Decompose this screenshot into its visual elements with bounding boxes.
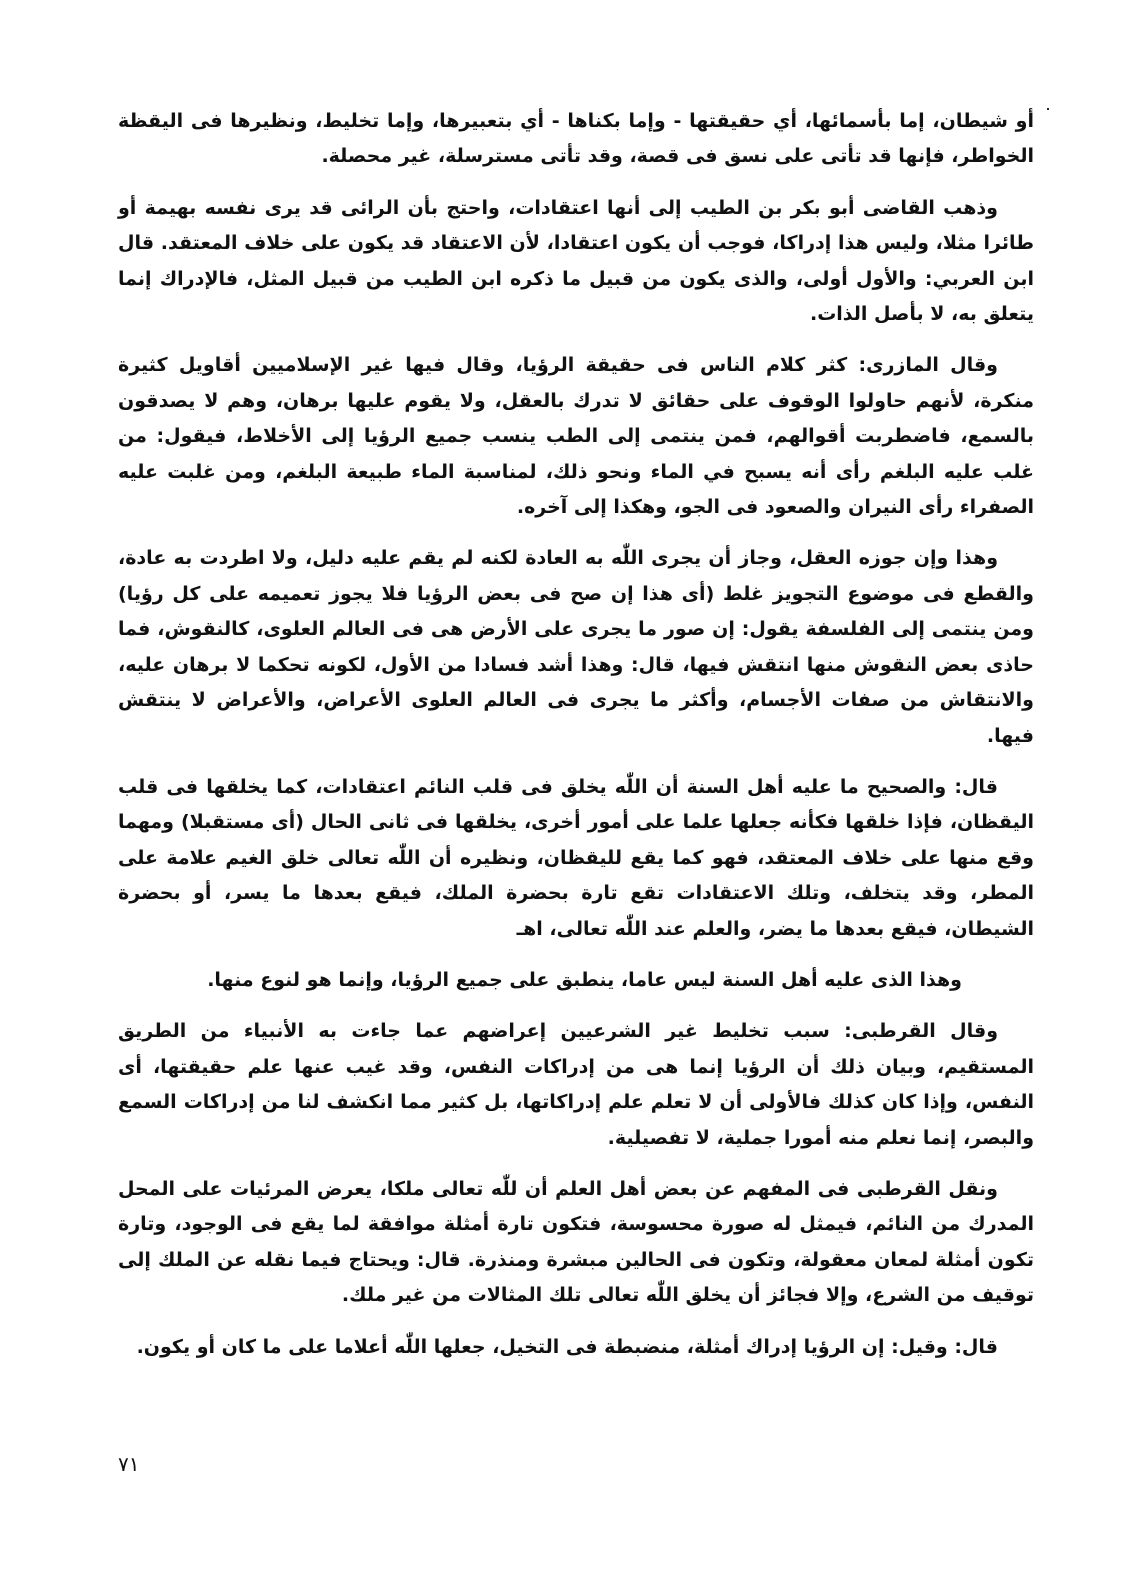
page-number: ٧١ (118, 1452, 140, 1476)
paragraph-reason: وهذا وإن جوزه العقل، وجاز أن يجرى اللّٰه به العادة لكنه لم يقم عليه دليل، ولا اطردت به عادة، والقطع فى موضوع التجويز غلط (أى هذا إن صح فى بعض الرؤيا فلا يجوز تعميمه على كل رؤيا) ومن ينتمى إلى الفلسفة يقول: إن صور ما يجرى على الأرض هى فى العالم العلوى، كالنقوش، فما حاذى بعض النقوش منها انتقش فيها، قال: وهذا أشد فسادا من الأول، لكونه تحكما لا برهان عليه، والانتقاش من صفات الأجسام، وأكثر ما يجرى فى العالم العلوى الأعراض، والأعراض لا ينتقش فيها. (118, 547, 1034, 747)
scan-artifact-dot (1047, 108, 1049, 110)
paragraph-not-general: وهذا الذى عليه أهل السنة ليس عاما، ينطبق على جميع الرؤيا، وإنما هو لنوع منها. (207, 968, 962, 991)
paragraph-al-qurtubi: وقال القرطبى: سبب تخليط غير الشرعيين إعراضهم عما جاءت به الأنبياء من الطريق المستقيم، وبيان ذلك أن الرؤيا إنما هى من إدراكات النفس، وقد غيب عنها علم حقيقتها، أى النفس، وإذا كان كذلك فالأولى أن لا تعلم علم إدراكاتها، بل كثير مما انكشف لنا من إدراكات السمع والبصر، إنما نعلم منه أمورا جملية، لا تفصيلية. (118, 1020, 1034, 1149)
document-page-body (118, 104, 1034, 1365)
paragraph-wa-qila: قال: وقيل: إن الرؤيا إدراك أمثلة، منضبطة فى التخيل، جعلها اللّٰه أعلاما على ما كان أو يكون. (136, 1335, 998, 1358)
paragraph-continuation: أو شيطان، إما بأسمائها، أي حقيقتها - وإما بكناها - أي بتعبيرها، وإما تخليط، ونظيرها فى اليقظة الخواطر، فإنها قد تأتى على نسق فى قصة، وقد تأتى مسترسلة، غير محصلة. (118, 110, 1034, 168)
paragraph-ahl-al-sunnah: قال: والصحيح ما عليه أهل السنة أن اللّٰه يخلق فى قلب النائم اعتقادات، كما يخلقها فى قلب اليقظان، فإذا خلقها فكأنه جعلها علما على أمور أخرى، يخلقها فى ثانى الحال (أى مستقبلا) ومهما وقع منها على خلاف المعتقد، فهو كما يقع لليقظان، ونظيره أن اللّٰه تعالى خلق الغيم علامة على المطر، وقد يتخلف، وتلك الاعتقادات تقع تارة بحضرة الملك، فيقع بعدها ما يسر، أو بحضرة الشيطان، فيقع بعدها ما يضر، والعلم عند اللّٰه تعالى، اهـ (118, 775, 1034, 940)
paragraph-al-mazari: وقال المازرى: كثر كلام الناس فى حقيقة الرؤيا، وقال فيها غير الإسلاميين أقاويل كثيرة منكرة، لأنهم حاولوا الوقوف على حقائق لا تدرك بالعقل، ولا يقوم عليها برهان، وهم لا يصدقون بالسمع، فاضطربت أقوالهم، فمن ينتمى إلى الطب ينسب جميع الرؤيا إلى الأخلاط، فيقول: من غلب عليه البلغم رأى أنه يسبح في الماء ونحو ذلك، لمناسبة الماء طبيعة البلغم، ومن غلبت عليه الصفراء رأى النيران والصعود فى الجو، وهكذا إلى آخره. (118, 354, 1034, 519)
paragraph-al-mufhim: ونقل القرطبى فى المفهم عن بعض أهل العلم أن للّٰه تعالى ملكا، يعرض المرئيات على المحل المدرك من النائم، فيمثل له صورة محسوسة، فتكون تارة أمثلة موافقة لما يقع فى الوجود، وتارة تكون أمثلة لمعان معقولة، وتكون فى الحالين مبشرة ومنذرة. قال: ويحتاج فيما نقله عن الملك إلى توقيف من الشرع، وإلا فجائز أن يخلق اللّٰه تعالى تلك المثالات من غير ملك. (118, 1177, 1034, 1307)
paragraph-ibn-al-tayyib: وذهب القاضى أبو بكر بن الطيب إلى أنها اعتقادات، واحتج بأن الرائى قد يرى نفسه بهيمة أو طائرا مثلا، وليس هذا إدراكا، فوجب أن يكون اعتقادا، لأن الاعتقاد قد يكون على خلاف المعتقد. قال ابن العربي: والأول أولى، والذى يكون من قبيل ما ذكره ابن الطيب من قبيل المثل، فالإدراك إنما يتعلق به، لا بأصل الذات. (118, 196, 1034, 326)
